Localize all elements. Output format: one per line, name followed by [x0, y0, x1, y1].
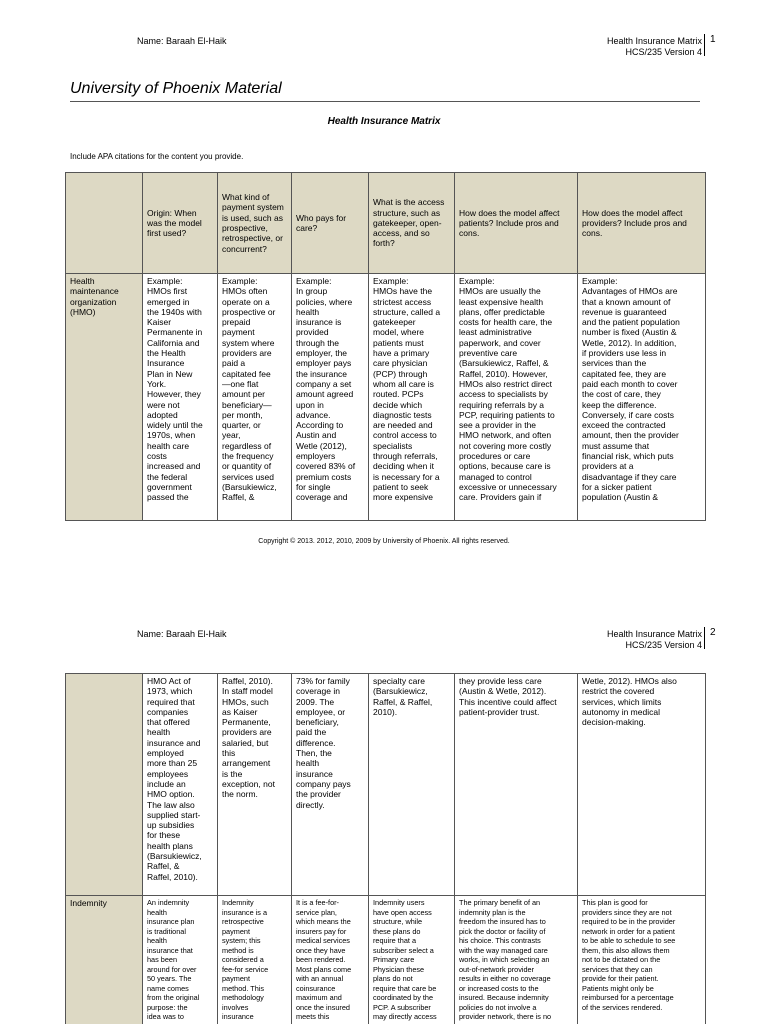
instructions: Include APA citations for the content you provide.: [70, 152, 244, 161]
cell-indemnity-payment: Indemnity insurance is a retrospective payment system; this method is considered a fee-for service payment method. This methodology involves insurance: [218, 896, 292, 1024]
header-doc-title: Health Insurance Matrix: [606, 629, 702, 639]
cell-indemnity-who-pays: It is a fee-for- service plan, which means the insurers pay for medical services once they have been rendered. Most plans come with an annual coinsurance maximum and once the insured meets this: [292, 896, 369, 1024]
header-cell-who-pays: Who pays for care?: [292, 173, 369, 274]
header-name: Name: Baraah El-Haik: [137, 36, 227, 46]
cell-hmo-access: Example: HMOs have the strictest access structure, called a gatekeeper model, where patients must have a primary care physician (PCP) through whom all care is routed. PCPs decide which diagnostic tests are needed and control access to specialists through referrals, deciding when it is necessary for a patient to seek more expensive: [369, 274, 455, 521]
cell-indemnity-patients: The primary benefit of an indemnity plan is the freedom the insured has to pick the doctor or facility of his choice. This contrasts with the way managed care works, in which selecting an out-of-network provider results in either no coverage or increased costs to the insured. Because indemnity policies do not involve a provider network, there is no: [455, 896, 578, 1024]
cell-hmo-patients: Example: HMOs are usually the least expensive health plans, offer predictable costs for health care, the least administrative paperwork, and cover preventive care (Barsukiewicz, Raffel, & Raffel, 2010). However, HMOs also restrict direct access to specialists by requiring referrals by a PCP, requiring patients to see a provider in the HMO network, and often not covering more costly procedures or care options, because care is managed to control excessive or unnecessary care. Providers gain if: [455, 274, 578, 521]
header-course: HCS/235 Version 4: [625, 47, 702, 57]
header-right: [607, 629, 702, 651]
cell-hmo-origin: Example: HMOs first emerged in the 1940s with Kaiser Permanente in California and the Health Insurance Plan in New York. However, they were not adopted widely until the 1970s, when health care costs increased and the federal government passed the: [143, 274, 218, 521]
header-cell-blank: [66, 173, 143, 274]
heading-rule: [70, 101, 700, 102]
header-cell-payment: What kind of payment system is used, such as prospective, retrospective, or concurrent?: [218, 173, 292, 274]
cell-hmo-who-pays: Example: In group policies, where health insurance is provided through the employer, the employer pays the insurance company a set amount agreed upon in advance. According to Austin and Wetle (2012), employers covered 83% of premium costs for single coverage and: [292, 274, 369, 521]
row-label-hmo-continued: [66, 674, 143, 896]
header-right: [607, 36, 702, 58]
table-row-hmo-continued: [66, 674, 706, 896]
matrix-table-page-2: [65, 673, 706, 1024]
cell-indemnity-origin: An indemnity health insurance plan is traditional health insurance that has been around for over 50 years. The name comes from the original purpose: the idea was to: [143, 896, 218, 1024]
header-cell-patients: How does the model affect patients? Include pros and cons.: [455, 173, 578, 274]
cell-hmo-payment: Raffel, 2010). In staff model HMOs, such as Kaiser Permanente, providers are salaried, but this arrangement is the exception, not the norm.: [218, 674, 292, 896]
row-label-indemnity: Indemnity: [66, 896, 143, 1024]
cell-hmo-payment: Example: HMOs often operate on a prospective or prepaid payment system where providers are paid a capitated fee —one flat amount per beneficiary— per month, quarter, or year, regardless of the frequency or quantity of services used (Barsukiewicz, Raffel, &: [218, 274, 292, 521]
header-course: HCS/235 Version 4: [625, 640, 702, 650]
cell-hmo-access: specialty care (Barsukiewicz, Raffel, & Raffel, 2010).: [369, 674, 455, 896]
page-number: 1: [704, 34, 716, 56]
page-2: [0, 580, 768, 1024]
cell-indemnity-access: Indemnity users have open access structure, while these plans do require that a subscriber select a Primary care Physician these plans do not require that care be coordinated by the PCP. A subscriber may directly access: [369, 896, 455, 1024]
header-doc-title: Health Insurance Matrix: [606, 36, 702, 46]
copyright-notice: Copyright © 2013. 2012, 2010, 2009 by University of Phoenix. All rights reserved.: [258, 538, 510, 545]
header-name: Name: Baraah El-Haik: [137, 629, 227, 639]
cell-hmo-providers: Wetle, 2012). HMOs also restrict the covered services, which limits autonomy in medical decision-making.: [578, 674, 706, 896]
table-row-indemnity: [66, 896, 706, 1024]
cell-indemnity-providers: This plan is good for providers since they are not required to be in the provider network in order for a patient to be able to schedule to see them, this also allows them not to be dictated on the services that they can provide for their patient. Patients might only be reimbursed for a percentage of the services rendered.: [578, 896, 706, 1024]
page-number: 2: [704, 627, 716, 649]
document-title: Health Insurance Matrix: [327, 116, 441, 127]
institution-heading: University of Phoenix Material: [70, 80, 282, 97]
header-cell-origin: Origin: When was the model first used?: [143, 173, 218, 274]
cell-hmo-patients: they provide less care (Austin & Wetle, 2012). This incentive could affect patient-provider trust.: [455, 674, 578, 896]
table-row-hmo: [66, 274, 706, 521]
row-label-hmo: Health maintenance organization (HMO): [66, 274, 143, 521]
header-cell-providers: How does the model affect providers? Include pros and cons.: [578, 173, 706, 274]
cell-hmo-who-pays: 73% for family coverage in 2009. The employee, or beneficiary, paid the difference. Then, the health insurance company pays the provider directly.: [292, 674, 369, 896]
header-cell-access: What is the access structure, such as gatekeeper, open-access, and so forth?: [369, 173, 455, 274]
cell-hmo-providers: Example: Advantages of HMOs are that a known amount of revenue is guaranteed and the patient population number is fixed (Austin & Wetle, 2012). In addition, if providers use less in services than the capitated fee, they are paid each month to cover the cost of care, they keep the difference. Conversely, if care costs exceed the contracted amount, then the provider must assume that financial risk, which puts providers at a disadvantage if they care for a sicker patient population (Austin &: [578, 274, 706, 521]
matrix-table-page-1: [65, 172, 706, 521]
cell-hmo-origin: HMO Act of 1973, which required that companies that offered health insurance and employed more than 25 employees include an HMO option. The law also supplied start- up subsidies for these health plans (Barsukiewicz, Raffel, & Raffel, 2010).: [143, 674, 218, 896]
table-header-row: [66, 173, 706, 274]
